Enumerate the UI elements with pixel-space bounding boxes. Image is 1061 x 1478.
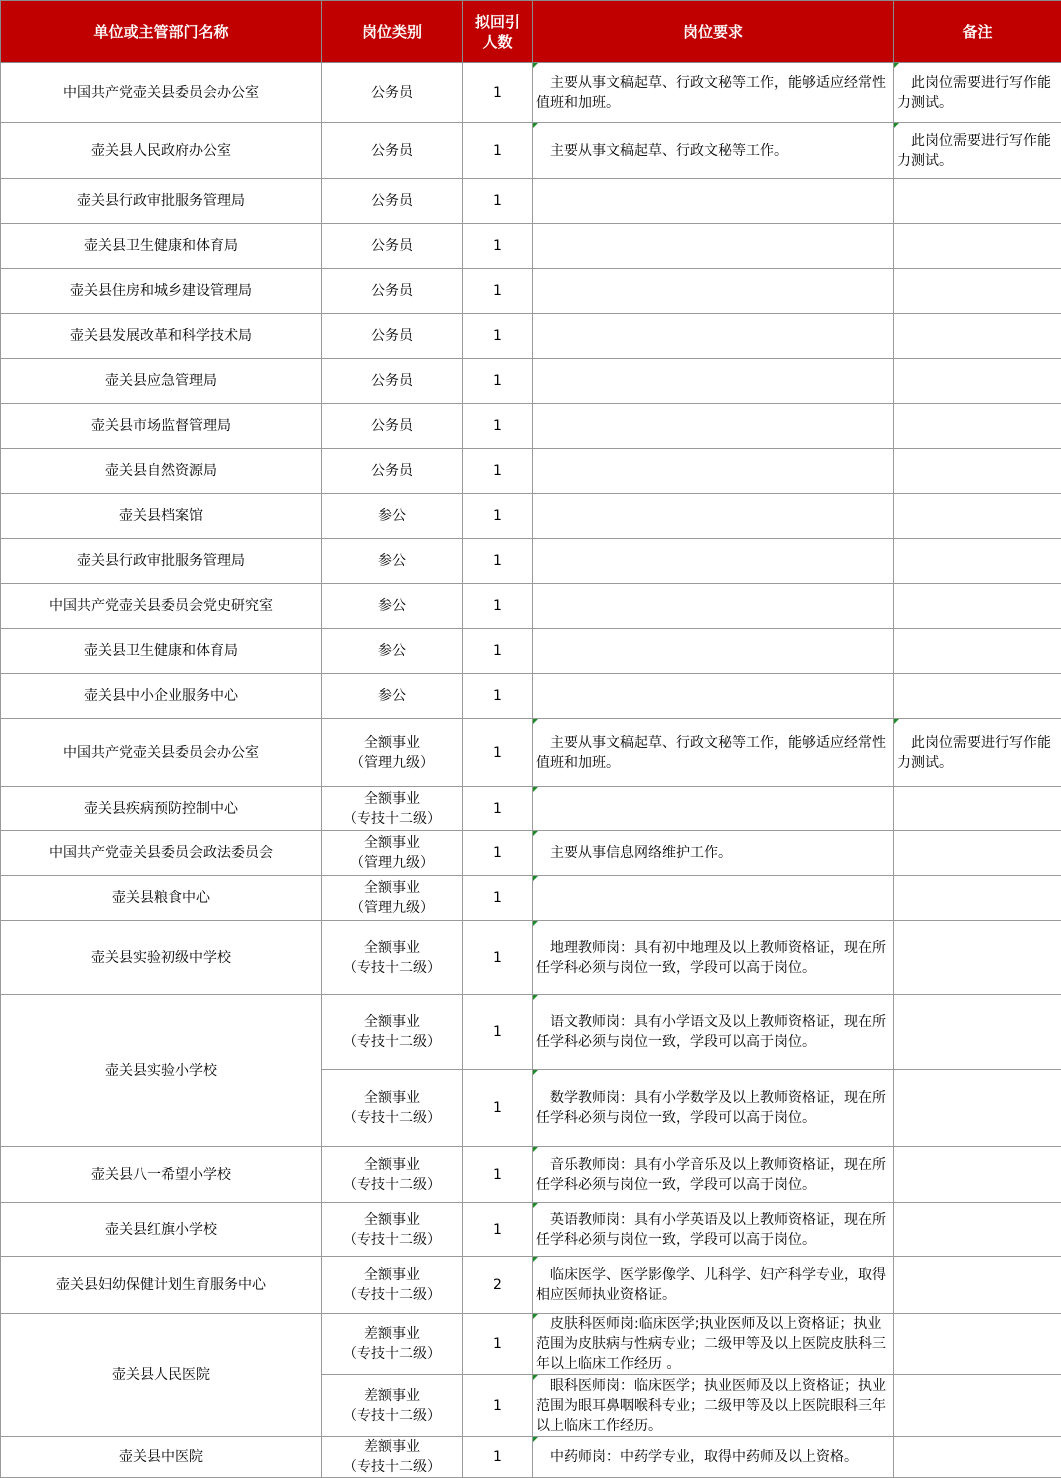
unit-cell: 壶关县卫生健康和体育局: [1, 224, 322, 269]
category-cell: [322, 1203, 463, 1257]
table-row: [1, 876, 1061, 921]
category-line1: 全额事业: [326, 1155, 458, 1175]
note-cell: [894, 629, 1061, 674]
category-cell: 公务员: [322, 123, 463, 179]
category-cell: [322, 1257, 463, 1314]
requirement-cell: [533, 831, 894, 876]
note-text: 此岗位需要进行写作能力测试。: [897, 73, 1058, 113]
category-line1: 差额事业: [326, 1324, 458, 1344]
count-cell: 1: [463, 63, 533, 123]
requirement-cell: [533, 1257, 894, 1314]
unit-cell: 壶关县中医院: [1, 1437, 322, 1478]
requirement-cell: [533, 269, 894, 314]
requirement-cell: [533, 629, 894, 674]
note-cell: [894, 831, 1061, 876]
requirement-text: 临床医学、医学影像学、儿科学、妇产科学专业，取得相应医师执业资格证。: [536, 1265, 890, 1305]
category-line1: 全额事业: [326, 1012, 458, 1032]
category-line1: 全额事业: [326, 789, 458, 809]
note-cell: [894, 314, 1061, 359]
count-cell: 2: [463, 1257, 533, 1314]
table-row: [1, 921, 1061, 995]
category-line1: 全额事业: [326, 733, 458, 753]
note-cell: [894, 1070, 1061, 1147]
category-cell: 参公: [322, 539, 463, 584]
note-cell: [894, 674, 1061, 719]
requirement-cell: [533, 584, 894, 629]
requirement-cell: [533, 1437, 894, 1478]
table-row: [1, 449, 1061, 494]
unit-cell: 壶关县人民医院: [1, 1314, 322, 1437]
count-cell: 1: [463, 1147, 533, 1203]
note-cell: [894, 1375, 1061, 1437]
requirement-text: 中药师岗：中药学专业，取得中药师及以上资格。: [536, 1447, 890, 1467]
count-cell: 1: [463, 1375, 533, 1437]
unit-cell: 壶关县八一希望小学校: [1, 1147, 322, 1203]
unit-cell: 壶关县档案馆: [1, 494, 322, 539]
category-line2: （专技十二级）: [326, 1457, 458, 1477]
category-cell: [322, 1437, 463, 1478]
requirement-cell: [533, 314, 894, 359]
category-cell: [322, 876, 463, 921]
table-row: [1, 179, 1061, 224]
requirement-cell: [533, 1203, 894, 1257]
count-cell: 1: [463, 123, 533, 179]
unit-cell: 壶关县粮食中心: [1, 876, 322, 921]
count-cell: 1: [463, 1070, 533, 1147]
table-row: [1, 674, 1061, 719]
category-cell: [322, 787, 463, 831]
requirement-text: 语文教师岗：具有小学语文及以上教师资格证，现在所任学科必须与岗位一致，学段可以高于岗位。: [536, 1012, 890, 1052]
unit-cell: 中国共产党壶关县委员会办公室: [1, 63, 322, 123]
note-cell: [894, 179, 1061, 224]
category-line2: （专技十二级）: [326, 1344, 458, 1364]
note-cell: [894, 1257, 1061, 1314]
requirement-cell: [533, 224, 894, 269]
category-cell: 公务员: [322, 314, 463, 359]
table-row: [1, 269, 1061, 314]
unit-cell: 壶关县红旗小学校: [1, 1203, 322, 1257]
category-cell: 公务员: [322, 269, 463, 314]
header-count: [463, 1, 533, 63]
requirement-cell: [533, 63, 894, 123]
count-cell: 1: [463, 539, 533, 584]
count-cell: 1: [463, 995, 533, 1070]
header-count-line2: 人数: [463, 32, 532, 52]
unit-cell: 壶关县疾病预防控制中心: [1, 787, 322, 831]
note-cell: [894, 1437, 1061, 1478]
count-cell: 1: [463, 1437, 533, 1478]
category-line2: （管理九级）: [326, 898, 458, 918]
table-row: [1, 494, 1061, 539]
category-line1: 全额事业: [326, 878, 458, 898]
category-cell: 公务员: [322, 63, 463, 123]
table-row: [1, 314, 1061, 359]
category-cell: 公务员: [322, 359, 463, 404]
unit-cell: 壶关县卫生健康和体育局: [1, 629, 322, 674]
requirement-cell: [533, 404, 894, 449]
note-cell: [894, 63, 1061, 123]
note-cell: [894, 1314, 1061, 1375]
category-line1: 差额事业: [326, 1386, 458, 1406]
category-line2: （专技十二级）: [326, 1032, 458, 1052]
note-cell: [894, 719, 1061, 787]
category-cell: 参公: [322, 674, 463, 719]
requirement-cell: [533, 1070, 894, 1147]
requirement-cell: [533, 674, 894, 719]
requirement-cell: [533, 876, 894, 921]
requirement-text: 地理教师岗：具有初中地理及以上教师资格证，现在所任学科必须与岗位一致，学段可以高于岗位。: [536, 938, 890, 978]
category-line1: 全额事业: [326, 833, 458, 853]
table-row: [1, 787, 1061, 831]
requirement-text: 主要从事信息网络维护工作。: [536, 843, 890, 863]
requirement-cell: [533, 123, 894, 179]
note-cell: [894, 539, 1061, 584]
category-cell: [322, 921, 463, 995]
count-cell: 1: [463, 359, 533, 404]
table-row: [1, 1147, 1061, 1203]
category-line2: （专技十二级）: [326, 1406, 458, 1426]
category-cell: [322, 1147, 463, 1203]
note-cell: [894, 787, 1061, 831]
requirement-cell: [533, 995, 894, 1070]
requirement-cell: [533, 449, 894, 494]
category-line2: （专技十二级）: [326, 809, 458, 829]
category-cell: 公务员: [322, 449, 463, 494]
table-row: [1, 1314, 1061, 1375]
category-line1: 全额事业: [326, 1088, 458, 1108]
requirement-text: 数学教师岗：具有小学数学及以上教师资格证，现在所任学科必须与岗位一致，学段可以高于岗位。: [536, 1088, 890, 1128]
table-row: [1, 1437, 1061, 1478]
requirement-text: 主要从事文稿起草、行政文秘等工作，能够适应经常性值班和加班。: [536, 73, 890, 113]
category-line2: （专技十二级）: [326, 958, 458, 978]
table-row: [1, 995, 1061, 1070]
unit-cell: 壶关县住房和城乡建设管理局: [1, 269, 322, 314]
count-cell: 1: [463, 584, 533, 629]
table-row: [1, 831, 1061, 876]
header-requirement: 岗位要求: [533, 1, 894, 63]
requirement-text: 皮肤科医师岗:临床医学;执业医师及以上资格证；执业范围为皮肤病与性病专业；二级甲等及以上医院皮肤科三年以上临床工作经历 。: [536, 1314, 890, 1374]
note-cell: [894, 404, 1061, 449]
unit-cell: 壶关县应急管理局: [1, 359, 322, 404]
category-line1: 全额事业: [326, 1265, 458, 1285]
note-cell: [894, 359, 1061, 404]
table-row: [1, 539, 1061, 584]
note-text: 此岗位需要进行写作能力测试。: [897, 131, 1058, 171]
category-cell: 参公: [322, 494, 463, 539]
category-cell: [322, 1375, 463, 1437]
count-cell: 1: [463, 269, 533, 314]
header-unit: 单位或主管部门名称: [1, 1, 322, 63]
note-cell: [894, 449, 1061, 494]
requirement-text: 主要从事文稿起草、行政文秘等工作，能够适应经常性值班和加班。: [536, 733, 890, 773]
table-row: [1, 584, 1061, 629]
header-row: [1, 1, 1061, 63]
category-cell: [322, 1070, 463, 1147]
unit-cell: 壶关县自然资源局: [1, 449, 322, 494]
table-row: [1, 629, 1061, 674]
unit-cell: 壶关县妇幼保健计划生育服务中心: [1, 1257, 322, 1314]
unit-cell: 壶关县实验初级中学校: [1, 921, 322, 995]
category-cell: 公务员: [322, 179, 463, 224]
note-cell: [894, 123, 1061, 179]
unit-cell: 中国共产党壶关县委员会政法委员会: [1, 831, 322, 876]
category-cell: [322, 719, 463, 787]
unit-cell: 壶关县行政审批服务管理局: [1, 179, 322, 224]
count-cell: 1: [463, 449, 533, 494]
requirement-text: 主要从事文稿起草、行政文秘等工作。: [536, 141, 890, 161]
unit-cell: 壶关县发展改革和科学技术局: [1, 314, 322, 359]
header-category: 岗位类别: [322, 1, 463, 63]
category-line2: （专技十二级）: [326, 1285, 458, 1305]
category-line2: （专技十二级）: [326, 1230, 458, 1250]
note-cell: [894, 584, 1061, 629]
table-row: [1, 224, 1061, 269]
count-cell: 1: [463, 674, 533, 719]
requirement-text: 音乐教师岗：具有小学音乐及以上教师资格证，现在所任学科必须与岗位一致，学段可以高于岗位。: [536, 1155, 890, 1195]
category-line1: 全额事业: [326, 1210, 458, 1230]
note-cell: [894, 1203, 1061, 1257]
requirement-text: 眼科医师岗：临床医学；执业医师及以上资格证；执业范围为眼耳鼻咽喉科专业；二级甲等及以上医院眼科三年以上临床工作经历。: [536, 1376, 890, 1436]
header-count-line1: 拟回引: [463, 12, 532, 32]
note-cell: [894, 876, 1061, 921]
note-cell: [894, 921, 1061, 995]
category-line2: （专技十二级）: [326, 1175, 458, 1195]
count-cell: 1: [463, 831, 533, 876]
count-cell: 1: [463, 787, 533, 831]
count-cell: 1: [463, 224, 533, 269]
note-cell: [894, 995, 1061, 1070]
category-cell: [322, 831, 463, 876]
category-line1: 全额事业: [326, 938, 458, 958]
category-cell: 参公: [322, 629, 463, 674]
table-row: [1, 359, 1061, 404]
category-cell: 公务员: [322, 404, 463, 449]
table-row: [1, 1203, 1061, 1257]
count-cell: 1: [463, 404, 533, 449]
requirement-cell: [533, 719, 894, 787]
count-cell: 1: [463, 179, 533, 224]
header-note: 备注: [894, 1, 1061, 63]
unit-cell: 壶关县行政审批服务管理局: [1, 539, 322, 584]
unit-cell: 壶关县人民政府办公室: [1, 123, 322, 179]
count-cell: 1: [463, 314, 533, 359]
requirement-cell: [533, 1375, 894, 1437]
requirement-text: 英语教师岗：具有小学英语及以上教师资格证，现在所任学科必须与岗位一致，学段可以高于岗位。: [536, 1210, 890, 1250]
count-cell: 1: [463, 719, 533, 787]
category-line1: 差额事业: [326, 1437, 458, 1457]
category-line2: （专技十二级）: [326, 1108, 458, 1128]
category-line2: （管理九级）: [326, 753, 458, 773]
note-cell: [894, 269, 1061, 314]
requirement-cell: [533, 359, 894, 404]
count-cell: 1: [463, 1203, 533, 1257]
table-row: [1, 63, 1061, 123]
requirement-cell: [533, 921, 894, 995]
unit-cell: 壶关县中小企业服务中心: [1, 674, 322, 719]
unit-cell: 中国共产党壶关县委员会办公室: [1, 719, 322, 787]
table-row: [1, 123, 1061, 179]
category-cell: [322, 995, 463, 1070]
requirement-cell: [533, 1147, 894, 1203]
note-cell: [894, 1147, 1061, 1203]
unit-cell: 中国共产党壶关县委员会党史研究室: [1, 584, 322, 629]
category-cell: 公务员: [322, 224, 463, 269]
table-row: [1, 404, 1061, 449]
count-cell: 1: [463, 876, 533, 921]
requirement-cell: [533, 787, 894, 831]
category-cell: [322, 1314, 463, 1375]
unit-cell: 壶关县市场监督管理局: [1, 404, 322, 449]
category-cell: 参公: [322, 584, 463, 629]
requirement-cell: [533, 179, 894, 224]
note-cell: [894, 224, 1061, 269]
requirement-cell: [533, 539, 894, 584]
requirement-cell: [533, 1314, 894, 1375]
category-line2: （管理九级）: [326, 853, 458, 873]
unit-cell: 壶关县实验小学校: [1, 995, 322, 1147]
note-cell: [894, 494, 1061, 539]
table-row: [1, 719, 1061, 787]
count-cell: 1: [463, 1314, 533, 1375]
count-cell: 1: [463, 629, 533, 674]
note-text: 此岗位需要进行写作能力测试。: [897, 733, 1058, 773]
count-cell: 1: [463, 494, 533, 539]
requirement-cell: [533, 494, 894, 539]
table-row: [1, 1257, 1061, 1314]
count-cell: 1: [463, 921, 533, 995]
